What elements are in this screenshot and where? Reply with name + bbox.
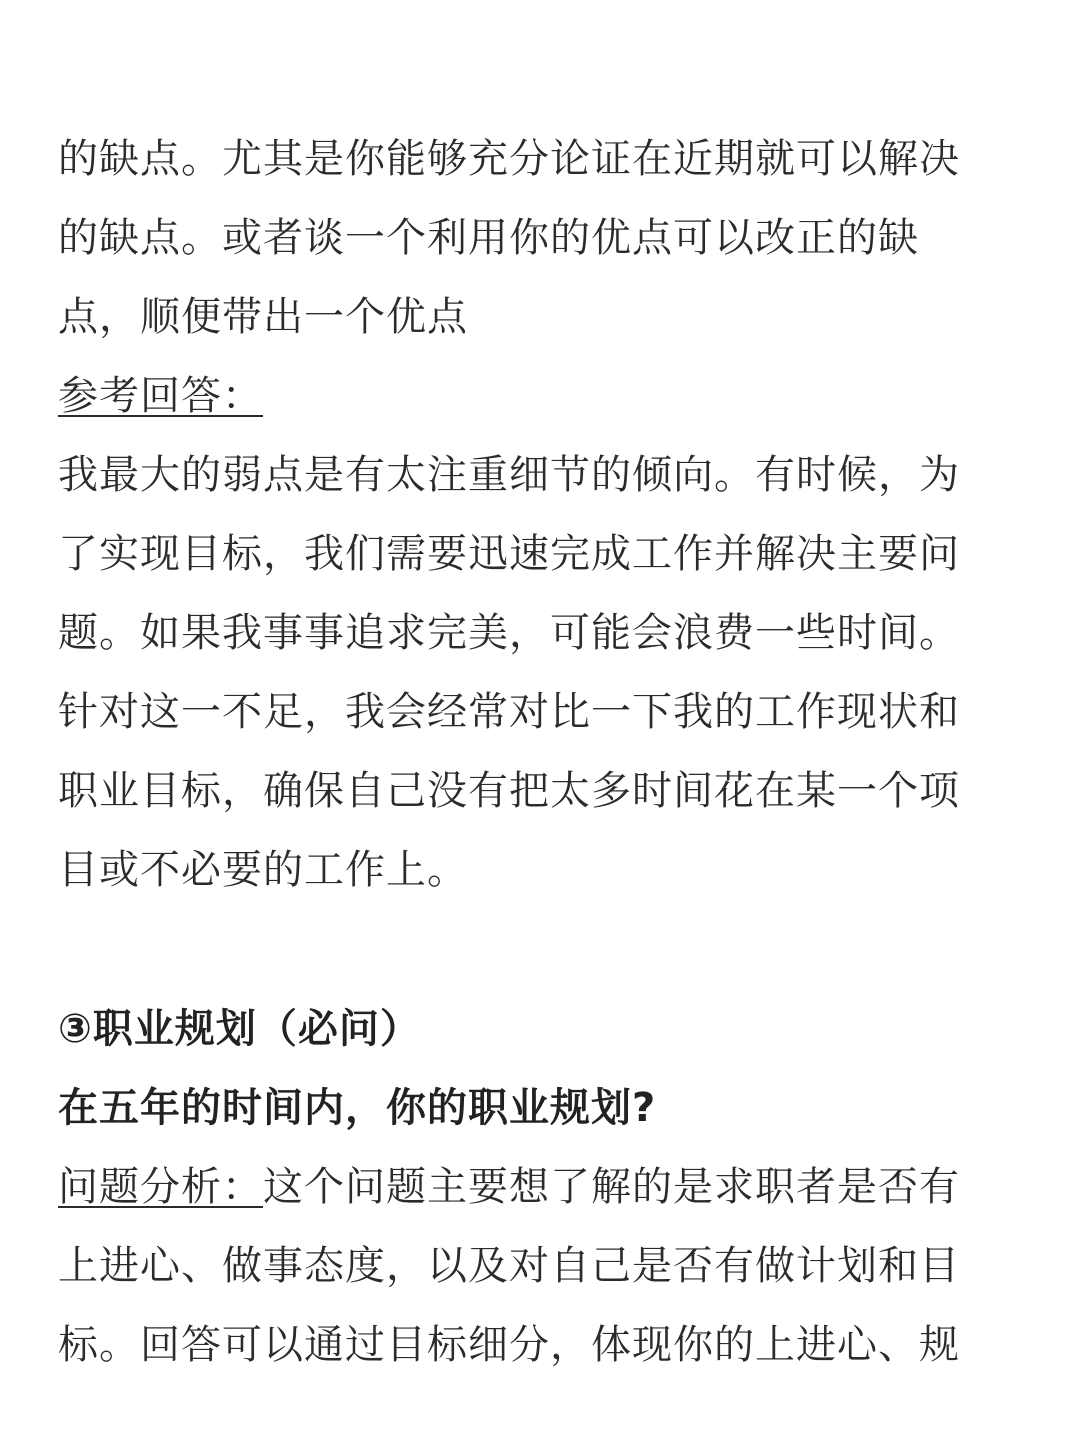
analysis-label: 问题分析： — [58, 1164, 263, 1210]
section-heading: ③职业规划（必问） — [58, 1006, 421, 1052]
paragraph-line: 针对这一不足，我会经常对比一下我的工作现状和 — [58, 689, 960, 735]
paragraph-line: 点，顺便带出一个优点 — [58, 294, 468, 340]
analysis-line — [58, 1159, 960, 1215]
question-heading: 在五年的时间内，你的职业规划? — [58, 1085, 657, 1131]
paragraph-line: 的缺点。或者谈一个利用你的优点可以改正的缺 — [58, 215, 919, 261]
paragraph-line: 标。回答可以通过目标细分，体现你的上进心、规 — [58, 1322, 960, 1368]
paragraph-line: 了实现目标，我们需要迅速完成工作并解决主要问 — [58, 531, 960, 577]
paragraph-line: 上进心、做事态度，以及对自己是否有做计划和目 — [58, 1243, 960, 1289]
paragraph-line: 我最大的弱点是有太注重细节的倾向。有时候，为 — [58, 452, 960, 498]
paragraph-line: 目或不必要的工作上。 — [58, 847, 468, 893]
paragraph-line: 题。如果我事事追求完美，可能会浪费一些时间。 — [58, 610, 960, 656]
reference-answer-label: 参考回答： — [58, 373, 263, 419]
analysis-text: 这个问题主要想了解的是求职者是否有 — [263, 1164, 960, 1210]
paragraph-line: 职业目标，确保自己没有把太多时间花在某一个项 — [58, 768, 960, 814]
paragraph-line: 的缺点。尤其是你能够充分论证在近期就可以解决 — [58, 136, 960, 182]
